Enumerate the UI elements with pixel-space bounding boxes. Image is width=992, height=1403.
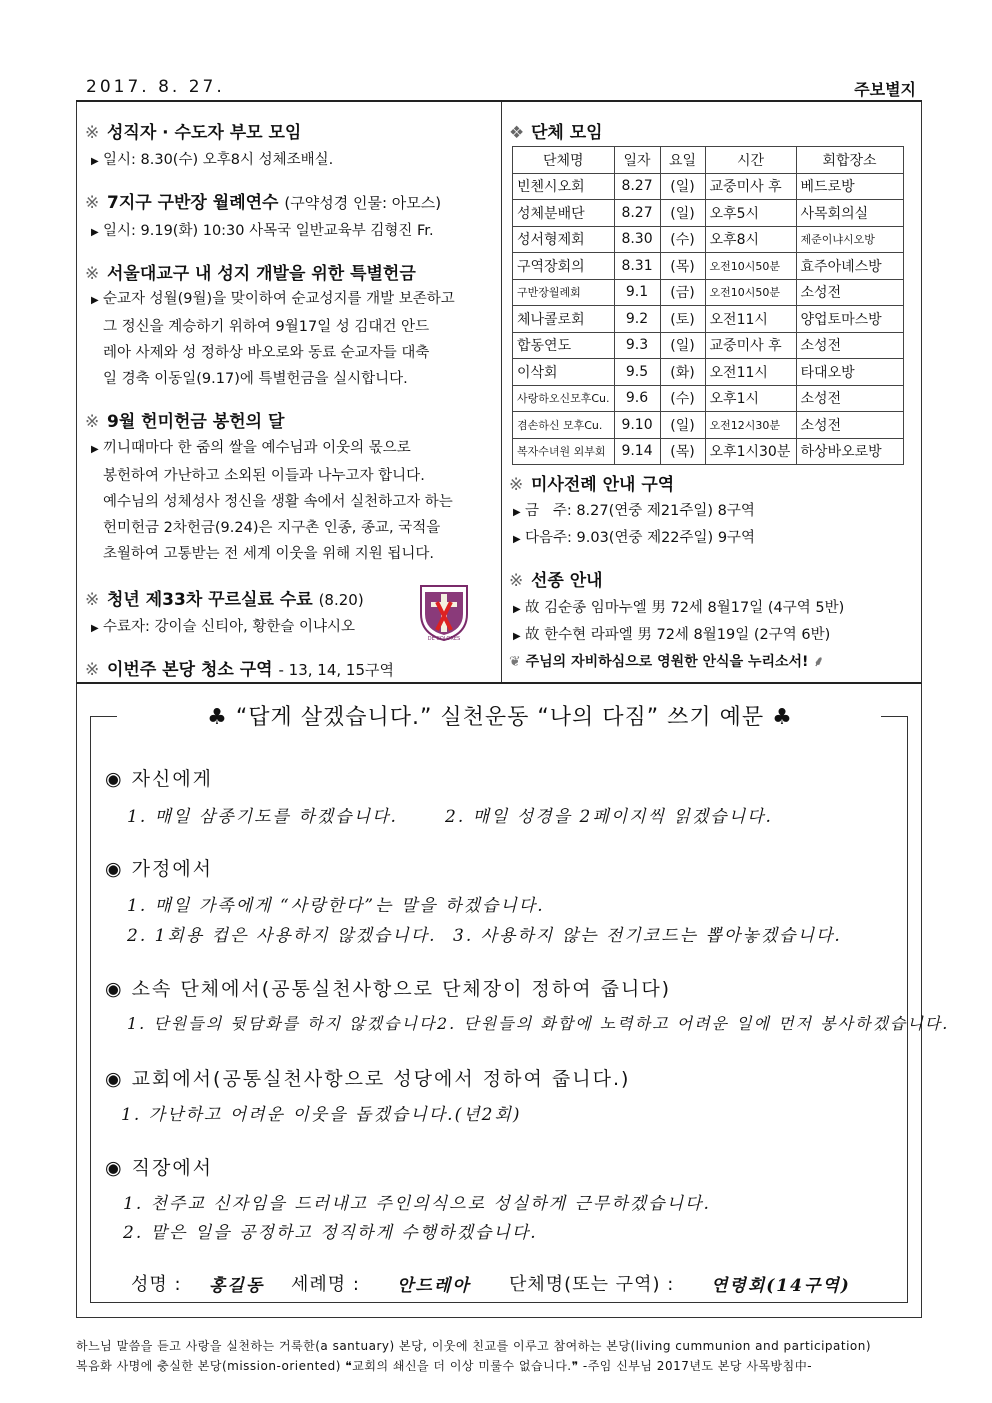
table-cell: 오후1시 <box>705 385 796 412</box>
category-heading: ◉ 자신에게 <box>105 768 214 790</box>
table-cell: 빈첸시오회 <box>513 173 615 200</box>
table-cell: 양업토마스방 <box>796 306 903 333</box>
table-row <box>513 438 904 465</box>
triangle-bullet-icon: ▶ <box>91 156 99 167</box>
table-cell: 체나콜로회 <box>513 306 615 333</box>
example-line: 1. 단원들의 뒷담화를 하지 않겠습니다. <box>127 1014 444 1033</box>
group-meeting-table <box>512 146 904 465</box>
table-row <box>513 279 904 306</box>
left-column <box>77 102 502 682</box>
table-cell: 8.27 <box>614 200 660 227</box>
table-cell: 타대오방 <box>796 359 903 386</box>
table-row <box>513 332 904 359</box>
notice-area <box>76 102 922 684</box>
table-cell: 이삭회 <box>513 359 615 386</box>
cursillo-logo <box>415 580 473 642</box>
right-column <box>503 102 923 682</box>
category-heading: ◉ 가정에서 <box>105 858 214 880</box>
table-cell: 복자수녀원 외부회 <box>513 438 615 465</box>
section-title: ❖ 단체 모임 <box>509 123 603 143</box>
example-line: 2. 맡은 일을 공정하고 정직하게 수행하겠습니다. <box>123 1223 538 1243</box>
table-cell: (화) <box>660 359 705 386</box>
triangle-bullet-icon: ▶ <box>91 295 99 306</box>
table-cell: 9.6 <box>614 385 660 412</box>
page-header <box>76 74 922 102</box>
table-row <box>513 306 904 333</box>
table-cell: 오전11시 <box>705 359 796 386</box>
example-line: 2. 단원들의 화합에 노력하고 어려운 일에 먼저 봉사하겠습니다. <box>437 1014 950 1033</box>
table-cell: 9.5 <box>614 359 660 386</box>
example-line: 2. 매일 성경을 2페이지씩 읽겠습니다. <box>445 807 773 827</box>
table-cell: 소성전 <box>796 385 903 412</box>
table-cell: (일) <box>660 173 705 200</box>
table-row <box>513 412 904 439</box>
column-header: 회합장소 <box>796 147 903 174</box>
notice-line: ▶ 일시: 8.30(수) 오후8시 성체조배실. <box>91 152 334 168</box>
table-cell: 구역장회의 <box>513 253 615 280</box>
triangle-bullet-icon: ▶ <box>91 227 99 238</box>
table-cell: 소성전 <box>796 412 903 439</box>
table-cell: 8.27 <box>614 173 660 200</box>
table-cell: 교중미사 후 <box>705 332 796 359</box>
example-line: 3. 사용하지 않는 전기코드는 뽑아놓겠습니다. <box>453 926 842 946</box>
notice-line: ▶ 수료자: 강이슬 신티아, 황한슬 이냐시오 <box>91 619 356 635</box>
table-cell: 합동연도 <box>513 332 615 359</box>
table-cell: 오후1시30분 <box>705 438 796 465</box>
pledge-section <box>76 684 950 1318</box>
example-line: 2. 1회용 컵은 사용하지 않겠습니다. <box>127 926 437 946</box>
notice-line: ▶ 다음주: 9.03(연중 제22주일) 9구역 <box>513 530 756 546</box>
table-cell: 9.10 <box>614 412 660 439</box>
category-heading: ◉ 직장에서 <box>105 1157 214 1179</box>
table-row <box>513 173 904 200</box>
example-line: 1. 천주교 신자임을 드러내고 주인의식으로 성실하게 근무하겠습니다. <box>123 1194 711 1214</box>
table-cell: 제준이냐시오방 <box>796 226 903 253</box>
table-cell: 9.3 <box>614 332 660 359</box>
section-title: ※ 7지구 구반장 월례연수 (구약성경 인물: 아모스) <box>85 193 442 213</box>
section-title: ※ 이번주 본당 청소 구역 - 13, 14, 15구역 <box>85 660 394 680</box>
star-icon: ※ <box>85 660 100 680</box>
table-cell: (토) <box>660 306 705 333</box>
section-title: ※ 선종 안내 <box>509 571 603 591</box>
table-row <box>513 226 904 253</box>
prayer-line: ❦ 주님의 자비하심으로 영원한 안식을 누리소서! ⸙ <box>509 654 824 670</box>
table-cell: 9.14 <box>614 438 660 465</box>
table-cell: 오후8시 <box>705 226 796 253</box>
table-cell: (일) <box>660 332 705 359</box>
triangle-bullet-icon: ▶ <box>513 534 521 545</box>
notice-line: ▶ 일시: 9.19(화) 10:30 사목국 일반교육부 김형진 Fr. <box>91 223 434 239</box>
column-header: 시간 <box>705 147 796 174</box>
table-cell: 오전10시50분 <box>705 253 796 280</box>
table-cell: (일) <box>660 200 705 227</box>
baptismal-name-value: 안드레아 <box>397 1276 471 1296</box>
column-header: 일자 <box>614 147 660 174</box>
table-cell: 9.1 <box>614 279 660 306</box>
star-icon: ※ <box>509 475 524 495</box>
section-title: ※ 청년 제33차 꾸르실료 수료 (8.20) <box>85 590 364 610</box>
table-row <box>513 200 904 227</box>
group-value: 연령회(14구역) <box>711 1276 851 1296</box>
table-cell: 베드로방 <box>796 173 903 200</box>
section-title: ※ 9월 헌미헌금 봉헌의 달 <box>85 412 285 432</box>
footer-line: 복음화 사명에 충실한 본당(mission-oriented) ❝교회의 쇄신을 더 이상 미룰수 없습니다.❞ -주임 신부님 2017년도 본당 사목방침中- <box>76 1359 813 1373</box>
footer-line: 하느님 말씀을 듣고 사랑을 실천하는 거룩한(a santuary) 본당, 이웃에 친교를 이루고 참여하는 본당(living cummunion and participation) <box>76 1339 872 1353</box>
triangle-bullet-icon: ▶ <box>91 623 99 634</box>
table-cell: (수) <box>660 385 705 412</box>
example-line: 1. 매일 삼종기도를 하겠습니다. <box>127 807 398 827</box>
table-row <box>513 253 904 280</box>
pledge-title: ♣ “답게 살겠습니다.” 실천운동 “나의 다짐” 쓰기 예문 ♣ <box>207 705 793 730</box>
table-cell: 사랑하오신모후Cu. <box>513 385 615 412</box>
baptismal-name-label: 세례명 : <box>291 1274 360 1295</box>
bulletin-name: 주보별지 <box>854 80 916 99</box>
table-header-row <box>513 147 904 174</box>
table-cell: 성서형제회 <box>513 226 615 253</box>
table-cell: (금) <box>660 279 705 306</box>
triangle-bullet-icon: ▶ <box>513 507 521 518</box>
table-cell: 오전10시50분 <box>705 279 796 306</box>
table-cell: 사목회의실 <box>796 200 903 227</box>
lily-icon: ❦ <box>509 654 521 670</box>
notice-line: ▶ 금 주: 8.27(연중 제21주일) 8구역 <box>513 503 755 519</box>
group-label: 단체명(또는 구역) : <box>509 1274 675 1295</box>
table-cell: (수) <box>660 226 705 253</box>
triangle-bullet-icon: ▶ <box>513 604 521 615</box>
table-row <box>513 385 904 412</box>
example-line: 1. 가난하고 어려운 이웃을 돕겠습니다.(년2회) <box>121 1105 522 1125</box>
star-icon: ※ <box>85 412 100 432</box>
table-cell: 오전12시30분 <box>705 412 796 439</box>
example-line: 1. 매일 가족에게 “사랑한다”는 말을 하겠습니다. <box>127 896 545 916</box>
column-header: 요일 <box>660 147 705 174</box>
star-icon: ※ <box>85 123 100 143</box>
table-cell: 8.31 <box>614 253 660 280</box>
triangle-bullet-icon: ▶ <box>91 444 99 455</box>
notice-line: ▶ 故 김순종 임마누엘 男 72세 8월17일 (4구역 5반) <box>513 600 845 616</box>
table-cell: (목) <box>660 438 705 465</box>
table-cell: 하상바오로방 <box>796 438 903 465</box>
bulletin-date: 2017. 8. 27. <box>86 77 225 97</box>
table-cell: 교중미사 후 <box>705 173 796 200</box>
footer-motto <box>76 1336 922 1376</box>
table-cell: 9.2 <box>614 306 660 333</box>
notice-paragraph: ▶ 끼니때마다 한 줌의 쌀을 예수님과 이웃의 몫으로 봉헌하여 가난하고 소외된 이들과 나누고자 합니다. 예수님의 성체성사 정신을 생활 속에서 실천하고자 하는 헌미헌금 2차헌금(9.24)은 지구촌 인종, 종교, 국적을 초월하여 고통받는 전 세계 이웃을 위해 지원 됩니다. <box>91 435 491 567</box>
column-header: 단체명 <box>513 147 615 174</box>
table-cell: (일) <box>660 412 705 439</box>
table-cell: (목) <box>660 253 705 280</box>
star-icon: ※ <box>85 590 100 610</box>
table-row <box>513 359 904 386</box>
table-cell: 소성전 <box>796 279 903 306</box>
star-icon: ※ <box>85 264 100 284</box>
table-cell: 겸손하신 모후Cu. <box>513 412 615 439</box>
category-heading: ◉ 소속 단체에서(공통실천사항으로 단체장이 정하여 줍니다) <box>105 978 672 1000</box>
svg-text:DE COLORES: DE COLORES <box>427 636 461 642</box>
table-cell: 8.30 <box>614 226 660 253</box>
star-icon: ※ <box>509 571 524 591</box>
section-title: ※ 성직자 · 수도자 부모 모임 <box>85 123 302 143</box>
table-cell: 효주아녜스방 <box>796 253 903 280</box>
star-icon: ※ <box>85 193 100 213</box>
section-title: ※ 서울대교구 내 성지 개발을 위한 특별헌금 <box>85 264 416 284</box>
table-cell: 오전11시 <box>705 306 796 333</box>
flower-icon: ❖ <box>509 123 525 143</box>
table-cell: 오후5시 <box>705 200 796 227</box>
name-value: 홍길동 <box>209 1276 265 1296</box>
name-label: 성명 : <box>131 1274 182 1295</box>
section-title: ※ 미사전례 안내 구역 <box>509 475 675 495</box>
table-cell: 구반장월례회 <box>513 279 615 306</box>
triangle-bullet-icon: ▶ <box>513 631 521 642</box>
table-cell: 소성전 <box>796 332 903 359</box>
table-cell: 성체분배단 <box>513 200 615 227</box>
notice-line: ▶ 故 한수현 라파엘 男 72세 8월19일 (2구역 6반) <box>513 627 831 643</box>
notice-paragraph: ▶ 순교자 성월(9월)을 맞이하여 순교성지를 개발 보존하고 그 정신을 계승하기 위하여 9월17일 성 김대건 안드 레아 사제와 성 정하상 바오로와 동료 순교자들 대축 일 경축 이동일(9.17)에 특별헌금을 실시합니다. <box>91 286 491 392</box>
candle-icon: ⸙ <box>813 654 824 670</box>
category-heading: ◉ 교회에서(공통실천사항으로 성당에서 정하여 줍니다.) <box>105 1068 631 1090</box>
